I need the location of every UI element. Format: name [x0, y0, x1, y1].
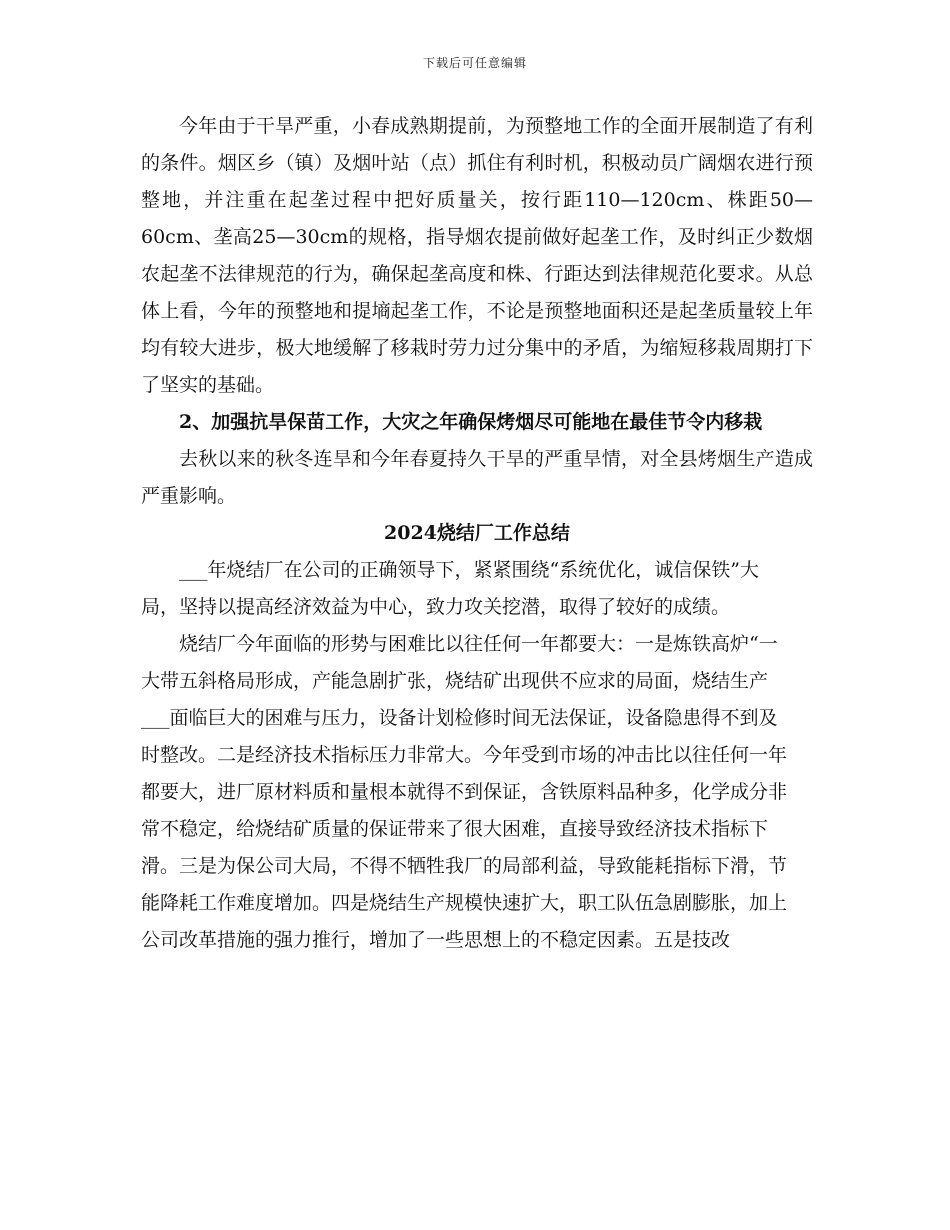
page-header: 下载后可任意编辑 — [422, 56, 527, 70]
paragraph-drought-impact: 去秋以来的秋冬连旱和今年春夏持久干旱的严重旱情，对全县烤烟生产造成严重影响。 — [141, 448, 813, 507]
paragraph-sinter-plant-intro: ___年烧结厂在公司的正确领导下，紧紧围绕“系统优化，诚信保铁”大局，坚持以提高经济效益为中心，致力攻关挖潜，取得了较好的成绩。 — [141, 559, 759, 618]
paragraph-pre-earth-preparation: 今年由于干旱严重，小春成熟期提前，为预整地工作的全面开展制造了有利的条件。烟区乡（镇）及烟叶站（点）抓住有利时机，积极动员广阔烟农进行预整地，并注重在起垄过程中把好质量关，按行距110—120cm、株距50—60cm、垄高25—30cm的规格，指导烟农提前做好起垄工作，及时纠正少数烟农起垄不法律规范的行为，确保起垄高度和株、行距达到法律规范化要求。从总体上看，今年的预整地和提墒起垄工作，不论是预整地面积还是起垄质量较上年均有较大进步，极大地缓解了移栽时劳力过分集中的矛盾，为缩短移栽周期打下了坚实的基础。 — [141, 115, 813, 396]
paragraph-sinter-plant-difficulties: 烧结厂今年面临的形势与困难比以往任何一年都要大：一是炼铁高炉“一大带五斜格局形成，产能急剧扩张，烧结矿出现供不应求的局面，烧结生产___面临巨大的困难与压力，设备计划检修时间无法保证，设备隐患得不到及时整改。二是经济技术指标压力非常大。今年受到市场的冲击比以往任何一年都要大，进厂原材料质和量根本就得不到保证，含铁原料品种多，化学成分非常不稳定，给烧结矿质量的保证带来了很大困难，直接导致经济技术指标下滑。三是为保公司大局，不得不牺牲我厂的局部利益，导致能耗指标下滑，节能降耗工作难度增加。四是烧结生产规模快速扩大，职工队伍急剧膨胀，加上公司改革措施的强力推行，增加了一些思想上的不稳定因素。五是技改 — [141, 633, 788, 951]
section-heading-drought-relief: 2、加强抗旱保苗工作，大灾之年确保烤烟尽可能地在最佳节令内移栽 — [179, 411, 763, 433]
document-body — [141, 108, 813, 959]
document-title: 2024烧结厂工作总结 — [384, 522, 570, 544]
